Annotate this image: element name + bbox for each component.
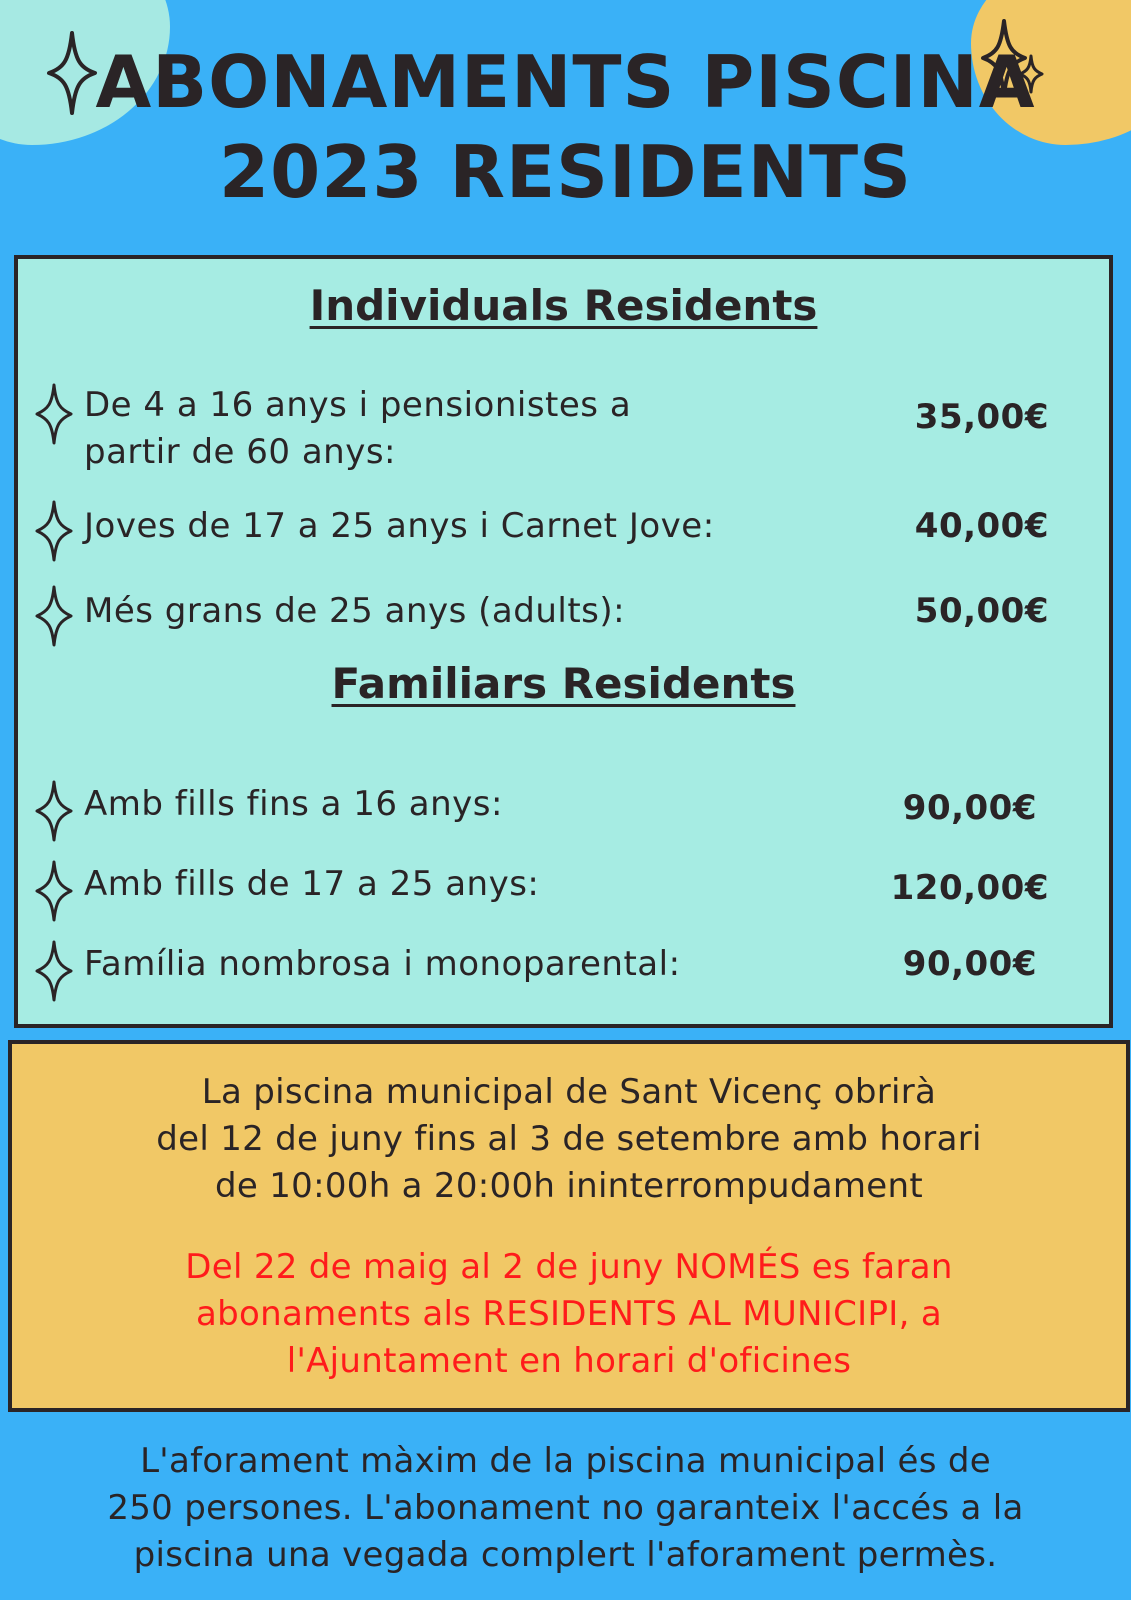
notice-line: abonaments als RESIDENTS AL MUNICIPI, a bbox=[196, 1294, 942, 1334]
price-row-label: Més grans de 25 anys (adults): bbox=[84, 591, 626, 631]
price-row-label: Família nombrosa i monoparental: bbox=[84, 944, 681, 984]
page-title-line-2: 2023 RESIDENTS bbox=[219, 130, 912, 214]
price-row-label-line: De 4 a 16 anys i pensionistes a bbox=[84, 385, 632, 425]
diamond-bullet-icon bbox=[34, 859, 74, 923]
price-value: 40,00€ bbox=[914, 506, 1049, 546]
notice-line: l'Ajuntament en horari d'oficines bbox=[286, 1341, 852, 1381]
footer-line: piscina una vegada complert l'aforament permès. bbox=[133, 1535, 998, 1575]
diamond-bullet-icon bbox=[34, 499, 74, 563]
price-value: 90,00€ bbox=[902, 788, 1037, 828]
price-row-label: Joves de 17 a 25 anys i Carnet Jove: bbox=[84, 506, 715, 546]
notice-line: Del 22 de maig al 2 de juny NOMÉS es faran bbox=[185, 1247, 953, 1287]
footer-line: 250 persones. L'abonament no garanteix l'accés a la bbox=[107, 1488, 1024, 1528]
price-row-label: Amb fills fins a 16 anys: bbox=[84, 784, 503, 824]
price-value: 120,00€ bbox=[890, 868, 1049, 908]
schedule-line: de 10:00h a 20:00h ininterrompudament bbox=[215, 1166, 923, 1206]
diamond-bullet-icon bbox=[34, 382, 74, 446]
capacity-footer bbox=[0, 1438, 1131, 1579]
schedule-line: del 12 de juny fins al 3 de setembre amb horari bbox=[156, 1119, 982, 1159]
diamond-bullet-icon bbox=[34, 584, 74, 648]
price-row-label: Amb fills de 17 a 25 anys: bbox=[84, 864, 540, 904]
footer-line: L'aforament màxim de la piscina municipal és de bbox=[140, 1441, 991, 1481]
price-row-label-line: partir de 60 anys: bbox=[84, 432, 397, 472]
info-panel bbox=[8, 1040, 1130, 1412]
schedule-line: La piscina municipal de Sant Vicenç obrirà bbox=[201, 1072, 937, 1112]
price-value: 90,00€ bbox=[902, 944, 1037, 984]
price-value: 50,00€ bbox=[914, 591, 1049, 631]
price-value: 35,00€ bbox=[914, 397, 1049, 437]
residents-notice bbox=[12, 1244, 1126, 1385]
schedule-text bbox=[12, 1069, 1126, 1210]
individuals-heading: Individuals Residents bbox=[309, 281, 818, 330]
price-row-label bbox=[84, 382, 631, 476]
prices-panel bbox=[14, 255, 1113, 1028]
page-title-line-1: ABONAMENTS PISCINA bbox=[95, 40, 1036, 124]
familiars-heading: Familiars Residents bbox=[331, 659, 796, 708]
diamond-bullet-icon bbox=[34, 779, 74, 843]
diamond-bullet-icon bbox=[34, 939, 74, 1003]
